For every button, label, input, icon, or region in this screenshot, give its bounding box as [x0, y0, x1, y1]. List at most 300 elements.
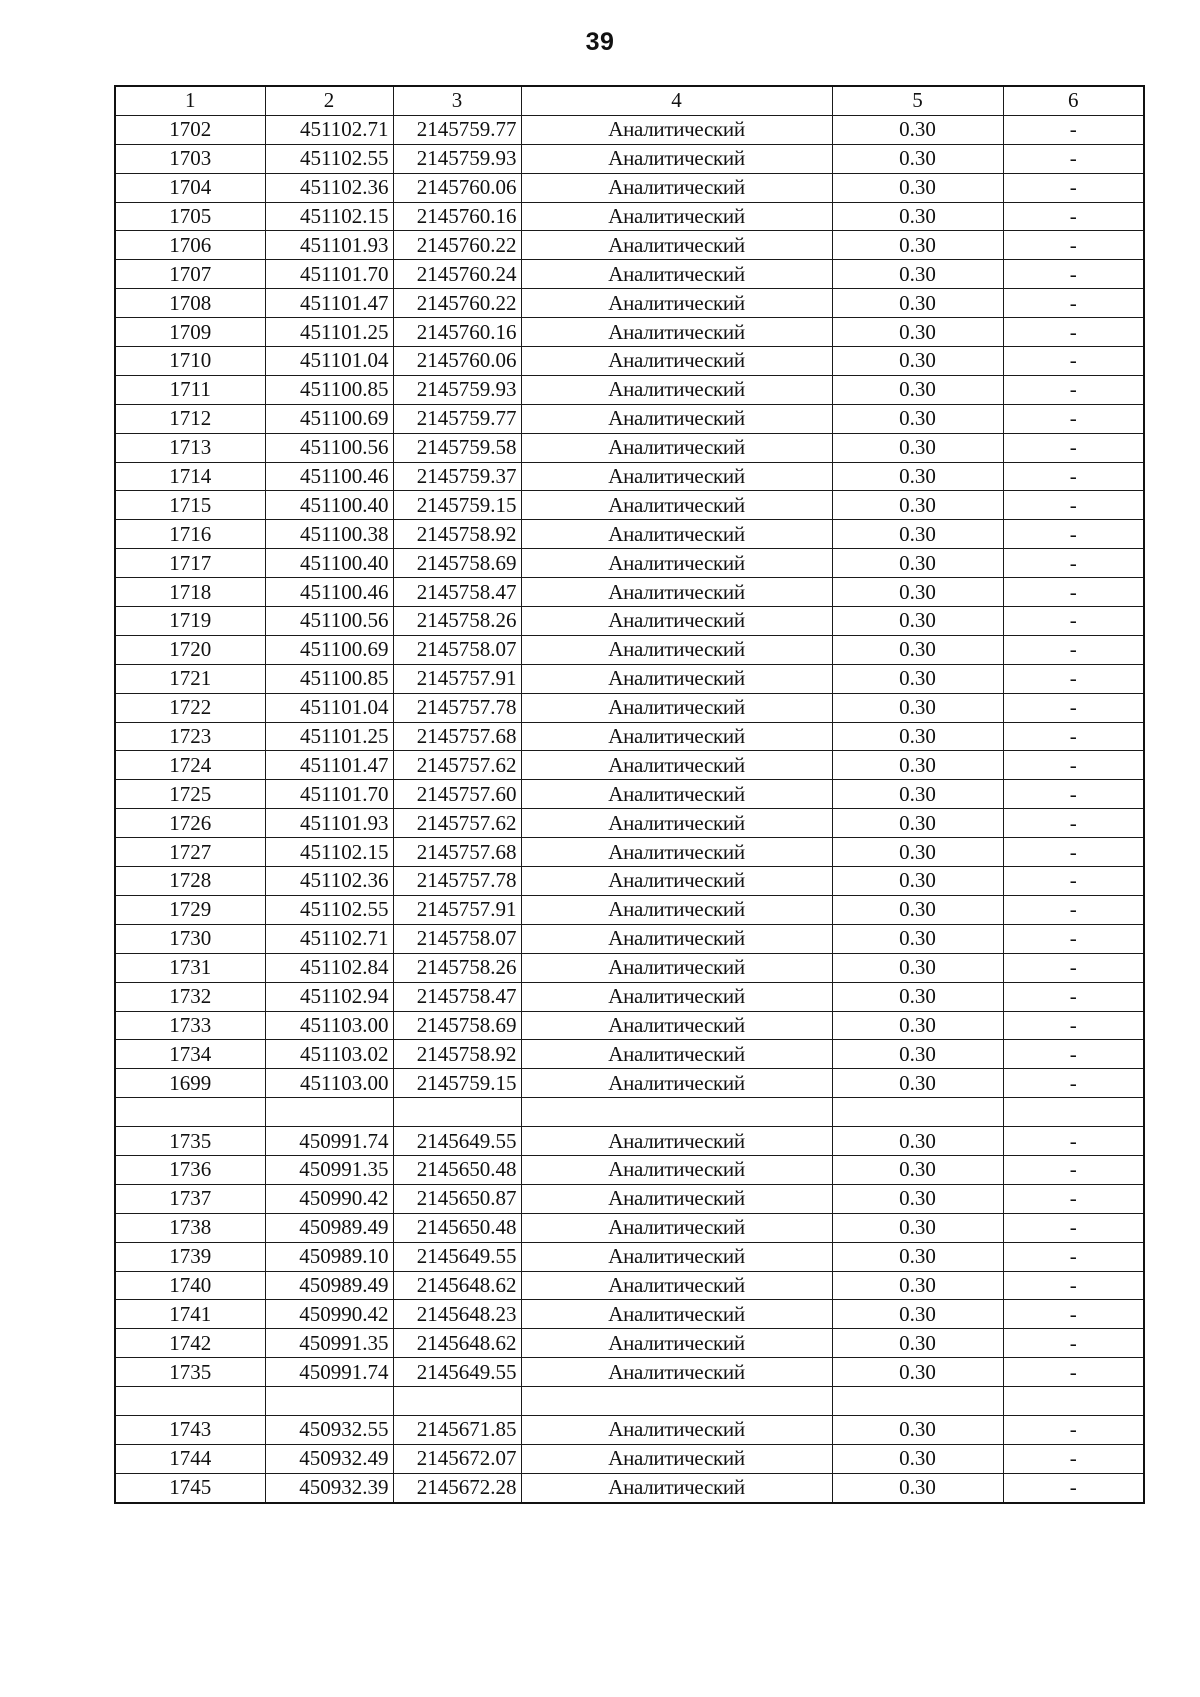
description-cell: - — [1003, 751, 1144, 780]
method-cell: Аналитический — [521, 260, 832, 289]
method-cell: Аналитический — [521, 1069, 832, 1098]
description-cell: - — [1003, 953, 1144, 982]
accuracy-cell: 0.30 — [832, 202, 1003, 231]
table-row — [115, 635, 1144, 664]
y-coordinate-cell: 2145760.06 — [393, 173, 521, 202]
header-cell: 5 — [832, 86, 1003, 115]
point-number-cell: 1704 — [115, 173, 265, 202]
accuracy-cell: 0.30 — [832, 1271, 1003, 1300]
point-number-cell: 1737 — [115, 1184, 265, 1213]
table-row — [115, 1271, 1144, 1300]
method-cell: Аналитический — [521, 1444, 832, 1473]
table-body — [115, 115, 1144, 1502]
point-number-cell: 1716 — [115, 520, 265, 549]
y-coordinate-cell: 2145649.55 — [393, 1242, 521, 1271]
table-row — [115, 347, 1144, 376]
description-cell: - — [1003, 1213, 1144, 1242]
point-number-cell: 1725 — [115, 780, 265, 809]
x-coordinate-cell: 450989.49 — [265, 1213, 393, 1242]
x-coordinate-cell: 451103.02 — [265, 1040, 393, 1069]
y-coordinate-cell: 2145648.62 — [393, 1271, 521, 1300]
accuracy-cell: 0.30 — [832, 1069, 1003, 1098]
method-cell: Аналитический — [521, 404, 832, 433]
description-cell: - — [1003, 1127, 1144, 1156]
point-number-cell: 1738 — [115, 1213, 265, 1242]
accuracy-cell: 0.30 — [832, 635, 1003, 664]
x-coordinate-cell: 450991.74 — [265, 1127, 393, 1156]
description-cell: - — [1003, 1242, 1144, 1271]
point-number-cell: 1703 — [115, 144, 265, 173]
y-coordinate-cell: 2145758.26 — [393, 953, 521, 982]
accuracy-cell: 0.30 — [832, 1184, 1003, 1213]
header-cell: 4 — [521, 86, 832, 115]
description-cell: - — [1003, 1184, 1144, 1213]
point-number-cell: 1735 — [115, 1127, 265, 1156]
accuracy-cell — [832, 1098, 1003, 1127]
accuracy-cell: 0.30 — [832, 1300, 1003, 1329]
description-cell: - — [1003, 520, 1144, 549]
method-cell: Аналитический — [521, 144, 832, 173]
method-cell: Аналитический — [521, 202, 832, 231]
method-cell: Аналитический — [521, 809, 832, 838]
method-cell: Аналитический — [521, 1184, 832, 1213]
header-cell: 1 — [115, 86, 265, 115]
table-row — [115, 1127, 1144, 1156]
accuracy-cell: 0.30 — [832, 144, 1003, 173]
accuracy-cell: 0.30 — [832, 664, 1003, 693]
table-row — [115, 1011, 1144, 1040]
description-cell: - — [1003, 1069, 1144, 1098]
description-cell: - — [1003, 260, 1144, 289]
y-coordinate-cell: 2145759.15 — [393, 1069, 521, 1098]
method-cell: Аналитический — [521, 751, 832, 780]
y-coordinate-cell: 2145649.55 — [393, 1358, 521, 1387]
point-number-cell: 1728 — [115, 867, 265, 896]
x-coordinate-cell: 451101.04 — [265, 347, 393, 376]
y-coordinate-cell: 2145648.62 — [393, 1329, 521, 1358]
table-row — [115, 520, 1144, 549]
method-cell: Аналитический — [521, 462, 832, 491]
y-coordinate-cell: 2145757.62 — [393, 751, 521, 780]
x-coordinate-cell: 451102.15 — [265, 202, 393, 231]
method-cell: Аналитический — [521, 318, 832, 347]
description-cell: - — [1003, 491, 1144, 520]
accuracy-cell: 0.30 — [832, 289, 1003, 318]
table-row — [115, 433, 1144, 462]
accuracy-cell: 0.30 — [832, 1040, 1003, 1069]
accuracy-cell: 0.30 — [832, 462, 1003, 491]
description-cell: - — [1003, 1444, 1144, 1473]
method-cell: Аналитический — [521, 953, 832, 982]
x-coordinate-cell: 451100.69 — [265, 404, 393, 433]
method-cell: Аналитический — [521, 491, 832, 520]
point-number-cell: 1739 — [115, 1242, 265, 1271]
description-cell: - — [1003, 173, 1144, 202]
x-coordinate-cell: 451101.47 — [265, 751, 393, 780]
point-number-cell: 1722 — [115, 693, 265, 722]
description-cell: - — [1003, 1011, 1144, 1040]
table-row — [115, 867, 1144, 896]
y-coordinate-cell: 2145672.07 — [393, 1444, 521, 1473]
table-row — [115, 144, 1144, 173]
point-number-cell: 1727 — [115, 838, 265, 867]
x-coordinate-cell: 451100.46 — [265, 578, 393, 607]
method-cell: Аналитический — [521, 173, 832, 202]
x-coordinate-cell: 451101.47 — [265, 289, 393, 318]
accuracy-cell: 0.30 — [832, 115, 1003, 144]
method-cell: Аналитический — [521, 664, 832, 693]
point-number-cell: 1724 — [115, 751, 265, 780]
point-number-cell: 1713 — [115, 433, 265, 462]
point-number-cell: 1723 — [115, 722, 265, 751]
y-coordinate-cell: 2145650.48 — [393, 1155, 521, 1184]
header-row — [115, 86, 1144, 115]
point-number-cell: 1712 — [115, 404, 265, 433]
y-coordinate-cell: 2145650.87 — [393, 1184, 521, 1213]
description-cell: - — [1003, 722, 1144, 751]
x-coordinate-cell: 450991.74 — [265, 1358, 393, 1387]
method-cell: Аналитический — [521, 924, 832, 953]
table-row — [115, 1300, 1144, 1329]
header-cell: 6 — [1003, 86, 1144, 115]
table-row — [115, 982, 1144, 1011]
description-cell — [1003, 1387, 1144, 1416]
table-row — [115, 375, 1144, 404]
method-cell: Аналитический — [521, 231, 832, 260]
x-coordinate-cell: 451102.55 — [265, 895, 393, 924]
point-number-cell: 1735 — [115, 1358, 265, 1387]
table-row — [115, 404, 1144, 433]
y-coordinate-cell: 2145650.48 — [393, 1213, 521, 1242]
description-cell: - — [1003, 664, 1144, 693]
table-row — [115, 1155, 1144, 1184]
method-cell: Аналитический — [521, 1358, 832, 1387]
y-coordinate-cell — [393, 1098, 521, 1127]
point-number-cell: 1745 — [115, 1473, 265, 1502]
x-coordinate-cell: 451102.15 — [265, 838, 393, 867]
point-number-cell — [115, 1098, 265, 1127]
accuracy-cell: 0.30 — [832, 867, 1003, 896]
description-cell: - — [1003, 549, 1144, 578]
y-coordinate-cell: 2145759.37 — [393, 462, 521, 491]
x-coordinate-cell: 451100.85 — [265, 664, 393, 693]
x-coordinate-cell: 451102.71 — [265, 115, 393, 144]
y-coordinate-cell: 2145758.47 — [393, 982, 521, 1011]
x-coordinate-cell: 450990.42 — [265, 1184, 393, 1213]
x-coordinate-cell: 451101.93 — [265, 231, 393, 260]
x-coordinate-cell: 450991.35 — [265, 1155, 393, 1184]
method-cell: Аналитический — [521, 289, 832, 318]
point-number-cell: 1705 — [115, 202, 265, 231]
table-row — [115, 780, 1144, 809]
accuracy-cell: 0.30 — [832, 231, 1003, 260]
x-coordinate-cell: 451101.25 — [265, 722, 393, 751]
y-coordinate-cell: 2145757.60 — [393, 780, 521, 809]
table-row — [115, 1098, 1144, 1127]
accuracy-cell: 0.30 — [832, 549, 1003, 578]
table-row — [115, 1184, 1144, 1213]
method-cell: Аналитический — [521, 635, 832, 664]
point-number-cell: 1743 — [115, 1415, 265, 1444]
table-row — [115, 809, 1144, 838]
description-cell: - — [1003, 404, 1144, 433]
table-row — [115, 202, 1144, 231]
table-row — [115, 578, 1144, 607]
method-cell: Аналитический — [521, 115, 832, 144]
method-cell — [521, 1387, 832, 1416]
x-coordinate-cell: 451102.55 — [265, 144, 393, 173]
accuracy-cell: 0.30 — [832, 1358, 1003, 1387]
y-coordinate-cell: 2145758.69 — [393, 549, 521, 578]
accuracy-cell: 0.30 — [832, 375, 1003, 404]
x-coordinate-cell: 451102.94 — [265, 982, 393, 1011]
y-coordinate-cell: 2145671.85 — [393, 1415, 521, 1444]
table-row — [115, 1329, 1144, 1358]
y-coordinate-cell: 2145758.07 — [393, 924, 521, 953]
y-coordinate-cell: 2145648.23 — [393, 1300, 521, 1329]
table-row — [115, 1242, 1144, 1271]
table-row — [115, 231, 1144, 260]
method-cell: Аналитический — [521, 1213, 832, 1242]
description-cell: - — [1003, 1358, 1144, 1387]
header-cell: 3 — [393, 86, 521, 115]
point-number-cell: 1719 — [115, 607, 265, 636]
table-row — [115, 722, 1144, 751]
y-coordinate-cell: 2145757.78 — [393, 867, 521, 896]
table-row — [115, 924, 1144, 953]
y-coordinate-cell: 2145649.55 — [393, 1127, 521, 1156]
x-coordinate-cell: 451100.85 — [265, 375, 393, 404]
method-cell: Аналитический — [521, 867, 832, 896]
table-row — [115, 1473, 1144, 1502]
description-cell: - — [1003, 115, 1144, 144]
point-number-cell: 1711 — [115, 375, 265, 404]
coordinates-table — [114, 85, 1145, 1504]
accuracy-cell: 0.30 — [832, 173, 1003, 202]
description-cell: - — [1003, 144, 1144, 173]
table-row — [115, 462, 1144, 491]
description-cell: - — [1003, 1155, 1144, 1184]
y-coordinate-cell: 2145758.92 — [393, 1040, 521, 1069]
table-row — [115, 1387, 1144, 1416]
table-row — [115, 838, 1144, 867]
point-number-cell: 1699 — [115, 1069, 265, 1098]
accuracy-cell: 0.30 — [832, 693, 1003, 722]
x-coordinate-cell: 450932.55 — [265, 1415, 393, 1444]
method-cell: Аналитический — [521, 982, 832, 1011]
accuracy-cell: 0.30 — [832, 520, 1003, 549]
description-cell: - — [1003, 895, 1144, 924]
header-cell: 2 — [265, 86, 393, 115]
point-number-cell: 1730 — [115, 924, 265, 953]
method-cell: Аналитический — [521, 1011, 832, 1040]
x-coordinate-cell: 451102.36 — [265, 173, 393, 202]
table-row — [115, 693, 1144, 722]
y-coordinate-cell: 2145758.26 — [393, 607, 521, 636]
point-number-cell: 1736 — [115, 1155, 265, 1184]
x-coordinate-cell: 451101.93 — [265, 809, 393, 838]
method-cell: Аналитический — [521, 780, 832, 809]
table-row — [115, 953, 1144, 982]
point-number-cell: 1706 — [115, 231, 265, 260]
y-coordinate-cell: 2145759.15 — [393, 491, 521, 520]
table-row — [115, 173, 1144, 202]
accuracy-cell: 0.30 — [832, 1415, 1003, 1444]
method-cell: Аналитический — [521, 1155, 832, 1184]
x-coordinate-cell: 450989.49 — [265, 1271, 393, 1300]
point-number-cell: 1734 — [115, 1040, 265, 1069]
method-cell — [521, 1098, 832, 1127]
point-number-cell: 1720 — [115, 635, 265, 664]
description-cell: - — [1003, 1040, 1144, 1069]
x-coordinate-cell: 451100.40 — [265, 549, 393, 578]
accuracy-cell: 0.30 — [832, 780, 1003, 809]
y-coordinate-cell: 2145760.24 — [393, 260, 521, 289]
point-number-cell: 1707 — [115, 260, 265, 289]
y-coordinate-cell: 2145757.78 — [393, 693, 521, 722]
point-number-cell: 1710 — [115, 347, 265, 376]
method-cell: Аналитический — [521, 1271, 832, 1300]
y-coordinate-cell: 2145759.58 — [393, 433, 521, 462]
table-row — [115, 549, 1144, 578]
point-number-cell: 1721 — [115, 664, 265, 693]
x-coordinate-cell: 451103.00 — [265, 1011, 393, 1040]
accuracy-cell: 0.30 — [832, 838, 1003, 867]
y-coordinate-cell: 2145757.68 — [393, 838, 521, 867]
accuracy-cell: 0.30 — [832, 578, 1003, 607]
x-coordinate-cell: 451100.46 — [265, 462, 393, 491]
point-number-cell: 1726 — [115, 809, 265, 838]
table-row — [115, 115, 1144, 144]
description-cell: - — [1003, 433, 1144, 462]
x-coordinate-cell: 451102.36 — [265, 867, 393, 896]
point-number-cell — [115, 1387, 265, 1416]
point-number-cell: 1731 — [115, 953, 265, 982]
x-coordinate-cell: 451101.25 — [265, 318, 393, 347]
description-cell: - — [1003, 1329, 1144, 1358]
accuracy-cell: 0.30 — [832, 809, 1003, 838]
accuracy-cell: 0.30 — [832, 1011, 1003, 1040]
method-cell: Аналитический — [521, 693, 832, 722]
method-cell: Аналитический — [521, 1040, 832, 1069]
x-coordinate-cell: 451101.70 — [265, 260, 393, 289]
y-coordinate-cell: 2145759.77 — [393, 404, 521, 433]
description-cell: - — [1003, 809, 1144, 838]
accuracy-cell: 0.30 — [832, 1329, 1003, 1358]
description-cell: - — [1003, 202, 1144, 231]
x-coordinate-cell: 450932.39 — [265, 1473, 393, 1502]
point-number-cell: 1714 — [115, 462, 265, 491]
x-coordinate-cell: 451102.84 — [265, 953, 393, 982]
description-cell: - — [1003, 867, 1144, 896]
x-coordinate-cell — [265, 1387, 393, 1416]
description-cell: - — [1003, 462, 1144, 491]
accuracy-cell: 0.30 — [832, 260, 1003, 289]
accuracy-cell — [832, 1387, 1003, 1416]
table-row — [115, 1415, 1144, 1444]
y-coordinate-cell: 2145672.28 — [393, 1473, 521, 1502]
accuracy-cell: 0.30 — [832, 751, 1003, 780]
point-number-cell: 1741 — [115, 1300, 265, 1329]
method-cell: Аналитический — [521, 520, 832, 549]
x-coordinate-cell: 451100.56 — [265, 433, 393, 462]
x-coordinate-cell — [265, 1098, 393, 1127]
description-cell: - — [1003, 982, 1144, 1011]
y-coordinate-cell: 2145760.06 — [393, 347, 521, 376]
x-coordinate-cell: 451102.71 — [265, 924, 393, 953]
method-cell: Аналитический — [521, 1329, 832, 1358]
y-coordinate-cell: 2145757.91 — [393, 895, 521, 924]
x-coordinate-cell: 451100.38 — [265, 520, 393, 549]
point-number-cell: 1709 — [115, 318, 265, 347]
accuracy-cell: 0.30 — [832, 982, 1003, 1011]
description-cell: - — [1003, 289, 1144, 318]
table-row — [115, 664, 1144, 693]
table-row — [115, 607, 1144, 636]
point-number-cell: 1732 — [115, 982, 265, 1011]
x-coordinate-cell: 451100.40 — [265, 491, 393, 520]
y-coordinate-cell: 2145758.69 — [393, 1011, 521, 1040]
method-cell: Аналитический — [521, 578, 832, 607]
point-number-cell: 1744 — [115, 1444, 265, 1473]
method-cell: Аналитический — [521, 1127, 832, 1156]
y-coordinate-cell: 2145759.93 — [393, 375, 521, 404]
x-coordinate-cell: 451103.00 — [265, 1069, 393, 1098]
accuracy-cell: 0.30 — [832, 491, 1003, 520]
y-coordinate-cell: 2145759.77 — [393, 115, 521, 144]
accuracy-cell: 0.30 — [832, 607, 1003, 636]
description-cell: - — [1003, 635, 1144, 664]
point-number-cell: 1733 — [115, 1011, 265, 1040]
accuracy-cell: 0.30 — [832, 318, 1003, 347]
point-number-cell: 1715 — [115, 491, 265, 520]
accuracy-cell: 0.30 — [832, 1444, 1003, 1473]
y-coordinate-cell: 2145757.62 — [393, 809, 521, 838]
y-coordinate-cell: 2145757.68 — [393, 722, 521, 751]
point-number-cell: 1717 — [115, 549, 265, 578]
accuracy-cell: 0.30 — [832, 953, 1003, 982]
accuracy-cell: 0.30 — [832, 1242, 1003, 1271]
accuracy-cell: 0.30 — [832, 1473, 1003, 1502]
y-coordinate-cell: 2145760.16 — [393, 318, 521, 347]
description-cell: - — [1003, 838, 1144, 867]
description-cell: - — [1003, 780, 1144, 809]
x-coordinate-cell: 450991.35 — [265, 1329, 393, 1358]
y-coordinate-cell: 2145758.92 — [393, 520, 521, 549]
accuracy-cell: 0.30 — [832, 404, 1003, 433]
method-cell: Аналитический — [521, 722, 832, 751]
table-row — [115, 260, 1144, 289]
description-cell: - — [1003, 1300, 1144, 1329]
point-number-cell: 1708 — [115, 289, 265, 318]
method-cell: Аналитический — [521, 375, 832, 404]
point-number-cell: 1718 — [115, 578, 265, 607]
point-number-cell: 1729 — [115, 895, 265, 924]
point-number-cell: 1742 — [115, 1329, 265, 1358]
x-coordinate-cell: 451100.69 — [265, 635, 393, 664]
y-coordinate-cell: 2145758.07 — [393, 635, 521, 664]
table-row — [115, 1444, 1144, 1473]
accuracy-cell: 0.30 — [832, 895, 1003, 924]
x-coordinate-cell: 451101.04 — [265, 693, 393, 722]
description-cell — [1003, 1098, 1144, 1127]
description-cell: - — [1003, 231, 1144, 260]
table-header — [115, 86, 1144, 115]
y-coordinate-cell — [393, 1387, 521, 1416]
description-cell: - — [1003, 375, 1144, 404]
table-row — [115, 1358, 1144, 1387]
accuracy-cell: 0.30 — [832, 1213, 1003, 1242]
